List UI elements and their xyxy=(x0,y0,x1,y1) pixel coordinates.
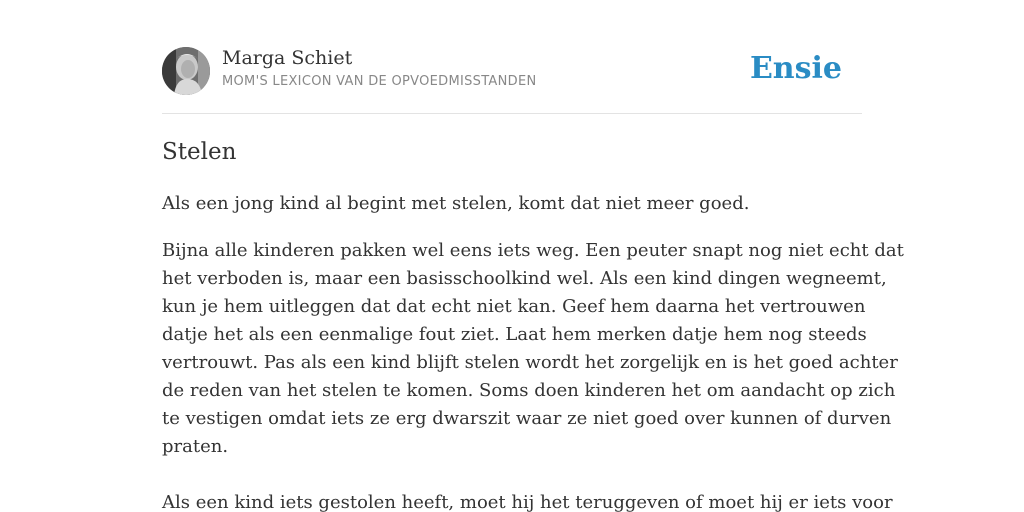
author-name[interactable]: Marga Schiet xyxy=(222,47,353,69)
article-paragraph xyxy=(162,237,904,461)
collection-name[interactable]: MOM'S LEXICON VAN DE OPVOEDMISSTANDEN xyxy=(222,74,537,89)
article-intro: Als een jong kind al begint met stelen, komt dat niet meer goed. xyxy=(162,193,750,214)
article-title: Stelen xyxy=(162,139,237,165)
paragraph-line: Bijna alle kinderen pakken wel eens iets weg. Een peuter snapt nog niet echt dat xyxy=(162,240,904,261)
header-divider xyxy=(162,113,862,114)
paragraph-line: vertrouwt. Pas als een kind blijft stelen wordt het zorgelijk en is het goed achter xyxy=(162,352,898,373)
author-avatar[interactable] xyxy=(162,47,210,95)
paragraph-line: kun je hem uitleggen dat dat echt niet kan. Geef hem daarna het vertrouwen xyxy=(162,296,866,317)
article-header xyxy=(162,46,862,96)
paragraph-line: de reden van het stelen te komen. Soms doen kinderen het om aandacht op zich xyxy=(162,380,896,401)
paragraph-line: het verboden is, maar een basisschoolkind wel. Als een kind dingen wegneemt, xyxy=(162,268,887,289)
paragraph-line: datje het als een eenmalige fout ziet. Laat hem merken datje hem nog steeds xyxy=(162,324,867,345)
paragraph-line: te vestigen omdat iets ze erg dwarszit waar ze niet goed over kunnen of durven xyxy=(162,408,892,429)
article-paragraph-next: Als een kind iets gestolen heeft, moet hij het teruggeven of moet hij er iets voor xyxy=(162,492,893,512)
author-photo-icon xyxy=(162,47,210,95)
paragraph-line: praten. xyxy=(162,436,229,457)
ensie-logo[interactable]: Ensie xyxy=(749,51,842,86)
